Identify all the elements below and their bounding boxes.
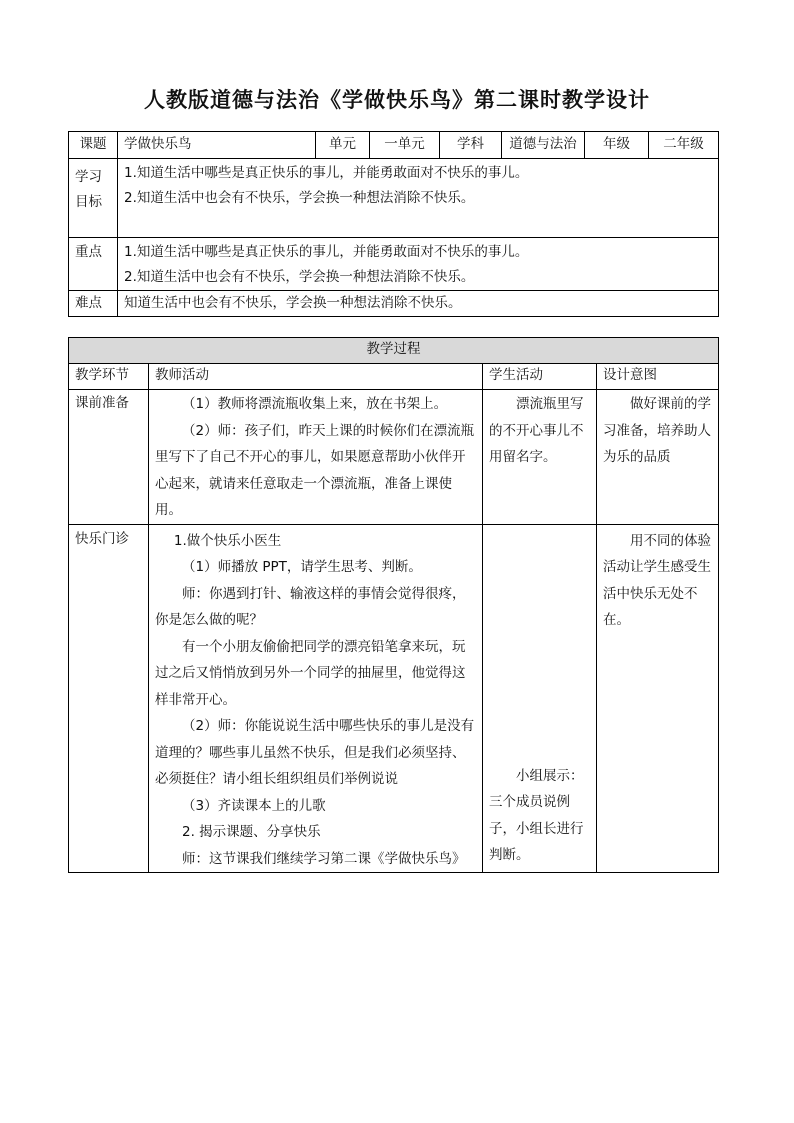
teacher-activity-line: （1）师播放 PPT，请学生思考、判断。 bbox=[182, 559, 422, 575]
teacher-activity-line: 师：这节课我们继续学习第二课《学做快乐鸟》 bbox=[182, 850, 466, 867]
column-header-teacher: 教师活动 bbox=[149, 364, 483, 390]
unit-label: 单元 bbox=[316, 132, 370, 159]
design-intent-line: 用不同的体验活动让学生感受生活中快乐无处不在。 bbox=[603, 532, 711, 628]
goal-item: 2.知道生活中也会有不快乐，学会换一种想法消除不快乐。 bbox=[124, 190, 475, 206]
stage-cell: 快乐门诊 bbox=[69, 524, 149, 873]
teacher-activity-line: （1）教师将漂流瓶收集上来，放在书架上。 bbox=[182, 396, 448, 412]
key-point-item: 1.知道生活中哪些是真正快乐的事儿，并能勇敢面对不快乐的事儿。 bbox=[124, 244, 529, 260]
grade-value: 二年级 bbox=[649, 132, 719, 159]
teacher-activity-line: （2）师：你能说说生活中哪些快乐的事儿是没有道理的？哪些事儿虽然不快乐，但是我们必须坚持、必须挺住？请小组长组织组员们举例说说 bbox=[155, 718, 475, 787]
design-intent-cell bbox=[597, 524, 719, 873]
key-point-item: 2.知道生活中也会有不快乐，学会换一种想法消除不快乐。 bbox=[124, 269, 475, 285]
column-header-student: 学生活动 bbox=[483, 364, 597, 390]
teaching-process-table bbox=[68, 337, 719, 873]
difficulty-value: 知道生活中也会有不快乐，学会换一种想法消除不快乐。 bbox=[118, 291, 719, 317]
design-intent-cell bbox=[597, 390, 719, 525]
teacher-activity-cell bbox=[149, 390, 483, 525]
goals-list bbox=[118, 159, 719, 238]
lesson-info-table bbox=[68, 131, 719, 317]
topic-value: 学做快乐鸟 bbox=[118, 132, 316, 159]
subject-value: 道德与法治 bbox=[502, 132, 585, 159]
document-title: 人教版道德与法治《学做快乐鸟》第二课时教学设计 bbox=[144, 88, 650, 112]
key-points-list bbox=[118, 238, 719, 291]
teacher-activity-line: 1.做个快乐小医生 bbox=[173, 532, 282, 549]
subject-label: 学科 bbox=[440, 132, 502, 159]
topic-label: 课题 bbox=[69, 132, 118, 159]
teacher-activity-line: （3）齐读课本上的儿歌 bbox=[182, 797, 326, 814]
student-activity-line: 漂流瓶里写的不开心事儿不用留名字。 bbox=[489, 396, 584, 465]
goal-item: 1.知道生活中哪些是真正快乐的事儿，并能勇敢面对不快乐的事儿。 bbox=[124, 165, 529, 181]
design-intent-line: 做好课前的学习准备，培养助人为乐的品质 bbox=[603, 396, 711, 465]
teacher-activity-cell bbox=[149, 524, 483, 873]
grade-label: 年级 bbox=[585, 132, 649, 159]
column-header-stage: 教学环节 bbox=[69, 364, 149, 390]
key-points-label: 重点 bbox=[69, 238, 118, 291]
student-activity-cell bbox=[483, 390, 597, 525]
student-activity-line: 三个成员说例子，小组长进行判断。 bbox=[489, 794, 584, 863]
teacher-activity-line: 师：你遇到打针、输液这样的事情会觉得很疼，你是怎么做的呢？ bbox=[155, 585, 466, 628]
unit-value: 一单元 bbox=[370, 132, 440, 159]
process-heading: 教学过程 bbox=[69, 338, 719, 364]
table-row bbox=[69, 524, 719, 873]
student-activity-line: 小组展示： bbox=[516, 767, 584, 784]
teacher-activity-line: 2. 揭示课题、分享快乐 bbox=[182, 824, 321, 840]
goals-label: 学习目标 bbox=[69, 159, 118, 238]
table-row bbox=[69, 390, 719, 525]
column-header-intent: 设计意图 bbox=[597, 364, 719, 390]
stage-cell: 课前准备 bbox=[69, 390, 149, 525]
teacher-activity-line: （2）师：孩子们，昨天上课的时候你们在漂流瓶里写下了自己不开心的事儿，如果愿意帮助小伙伴开心起来，就请来任意取走一个漂流瓶，准备上课使用。 bbox=[155, 422, 475, 518]
difficulty-label: 难点 bbox=[69, 291, 118, 317]
teacher-activity-line: 有一个小朋友偷偷把同学的漂亮铅笔拿来玩，玩过之后又悄悄放到另外一个同学的抽屉里，他觉得这样非常开心。 bbox=[155, 638, 466, 708]
student-activity-cell bbox=[483, 524, 597, 873]
